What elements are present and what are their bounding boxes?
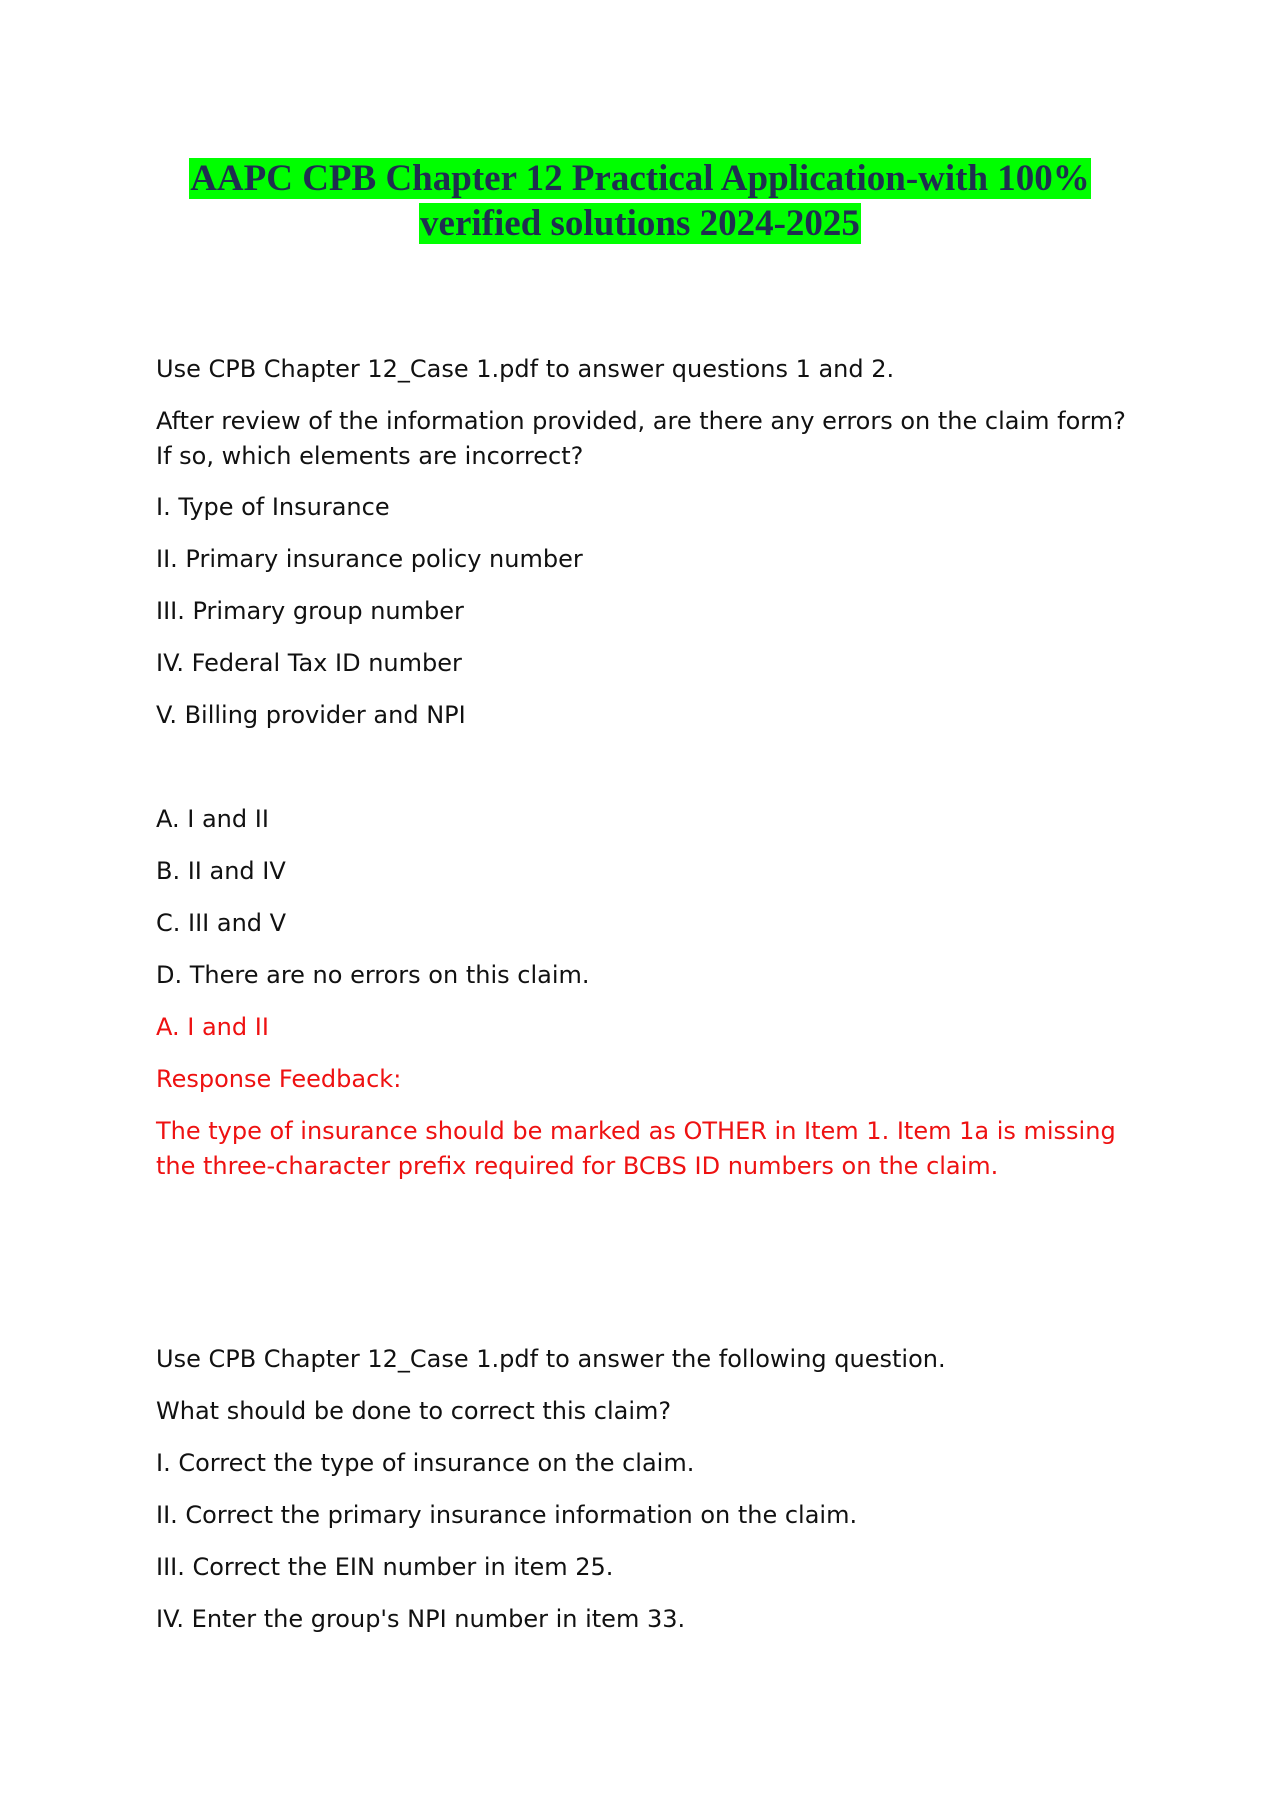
q2-element: IV. Enter the group's NPI number in item 33. — [156, 1605, 686, 1633]
q1-element: IV. Federal Tax ID number — [156, 649, 462, 677]
q1-option-b: B. II and IV — [156, 857, 286, 885]
q2-element: III. Correct the EIN number in item 25. — [156, 1553, 614, 1581]
q2-instruction: Use CPB Chapter 12_Case 1.pdf to answer the following question. — [156, 1345, 946, 1373]
q1-instruction: Use CPB Chapter 12_Case 1.pdf to answer questions 1 and 2. — [156, 355, 895, 383]
title-line-2: verified solutions 2024-2025 — [420, 203, 860, 244]
q1-element: II. Primary insurance policy number — [156, 545, 583, 573]
q1-feedback-label: Response Feedback: — [156, 1065, 402, 1093]
q2-element: I. Correct the type of insurance on the claim. — [156, 1449, 695, 1477]
q2-element: II. Correct the primary insurance information on the claim. — [156, 1501, 858, 1529]
q1-option-c: C. III and V — [156, 909, 287, 937]
q2-prompt: What should be done to correct this claim? — [156, 1397, 672, 1425]
q1-answer: A. I and II — [156, 1013, 269, 1041]
q1-option-d: D. There are no errors on this claim. — [156, 961, 590, 989]
q1-element: I. Type of Insurance — [156, 493, 390, 521]
q1-option-a: A. I and II — [156, 805, 269, 833]
document-title — [120, 156, 1160, 246]
q1-element: III. Primary group number — [156, 597, 464, 625]
q1-element: V. Billing provider and NPI — [156, 701, 466, 729]
title-line-1: AAPC CPB Chapter 12 Practical Application-with 100% — [190, 158, 1090, 199]
q1-prompt: After review of the information provided, are there any errors on the claim form? If so, which elements are incorrect? — [156, 407, 1126, 470]
q1-feedback-text: The type of insurance should be marked as OTHER in Item 1. Item 1a is missing the three-character prefix required for BCBS ID numbers on the claim. — [156, 1117, 1116, 1180]
